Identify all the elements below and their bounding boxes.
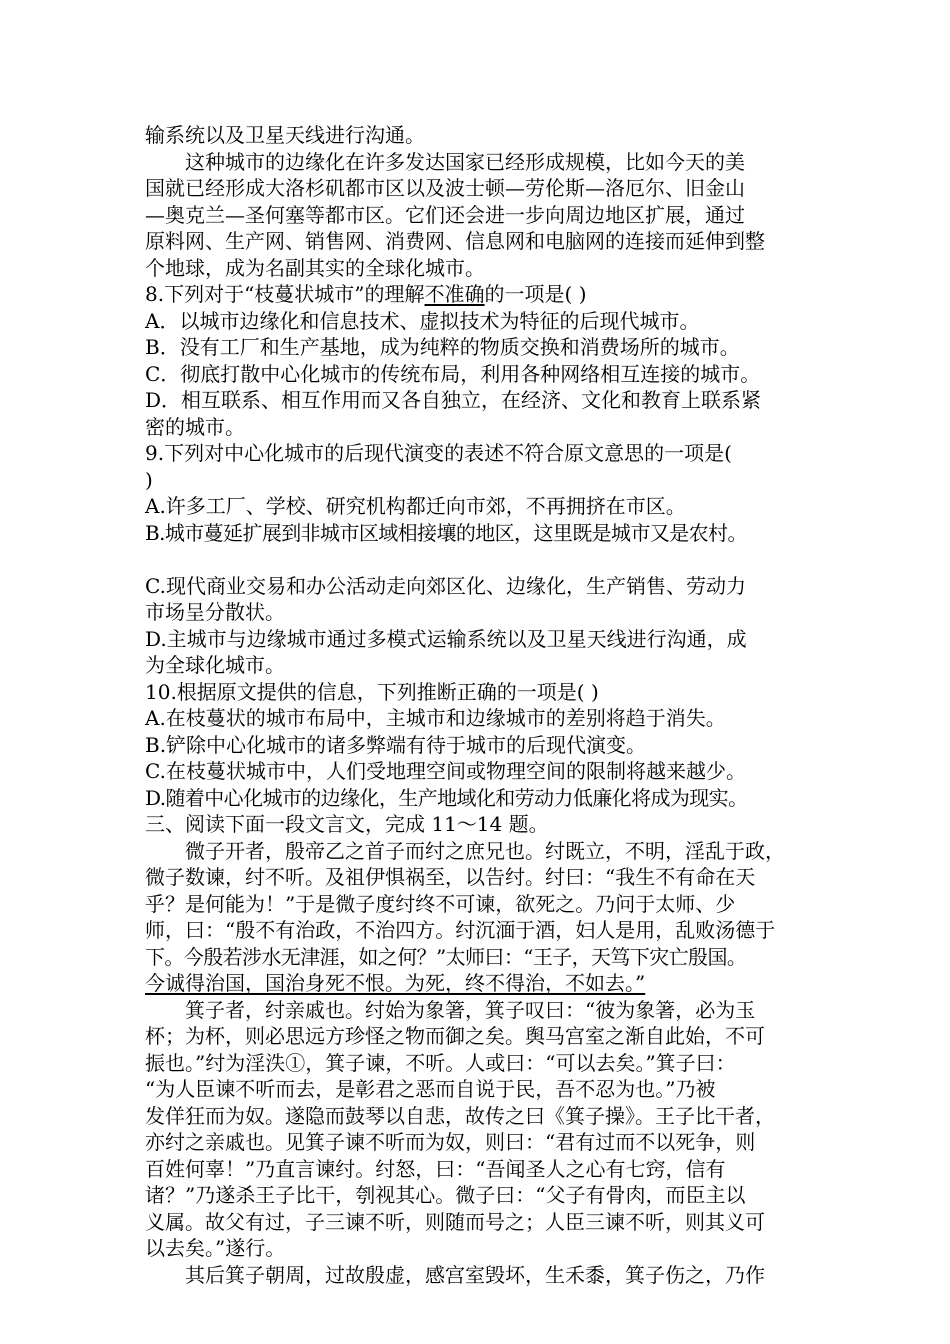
classical-text-line: 乎？是何能为！”于是微子度纣终不可谏，欲死之。乃问于太师、少 [145,891,736,916]
document-body [145,122,815,1288]
classical-text-line: 亦纣之亲戚也。见箕子谏不听而为奴，则曰：“君有过而不以死争，则 [145,1130,756,1154]
classical-text-line: 义属。故父有过，子三谏不听，则随而号之；人臣三谏不听，则其义可 [145,1209,765,1234]
question-10-option-d: D.随着中心化城市的边缘化，生产地域化和劳动力低廉化将成为现实。 [145,785,748,810]
question-9: 9.下列对中心化城市的后现代演变的表述不符合原文意思的一项是( [145,441,732,465]
question-10: 10.根据原文提供的信息，下列推断正确的一项是( ) [145,679,599,704]
question-8-option-a: A．以城市边缘化和信息技术、虚拟技术为特征的后现代城市。 [145,308,700,333]
classical-text-line: 发佯狂而为奴。遂隐而鼓琴以自悲，故传之曰《箕子操》。王子比干者， [145,1103,775,1128]
question-9-option-b: B.城市蔓延扩展到非城市区域相接壤的地区，这里既是城市又是农村。 [145,520,747,545]
paragraph-line: 这种城市的边缘化在许多发达国家已经形成规模，比如今天的美 [185,149,745,174]
question-8-option-d-cont: 密的城市。 [145,414,245,439]
classical-text-line: 以去矣。”遂行。 [145,1236,286,1260]
question-8-option-d: D．相互联系、相互作用而又各自独立，在经济、文化和教育上联系紧 [145,388,762,412]
classical-text-line: 百姓何辜！”乃直言谏纣。纣怒，曰：“吾闻圣人之心有七窍，信有 [145,1156,726,1181]
question-10-option-b: B.铲除中心化城市的诸多弊端有待于城市的后现代演变。 [145,732,647,757]
classical-text-line: “为人臣谏不听而去，是彰君之恶而自说于民，吾不忍为也。”乃被 [145,1077,716,1101]
classical-text-line: 振也。”纣为淫泆①，箕子谏，不听。人或曰：“可以去矣。”箕子曰： [145,1050,736,1075]
text-line: 输系统以及卫星天线进行沟通。 [145,123,425,147]
classical-text-line: 微子数谏，纣不听。及祖伊惧祸至，以告纣。纣曰：“我生不有命在天 [145,865,756,889]
classical-text-underlined [145,970,815,997]
question-8-option-b: B．没有工厂和生产基地，成为纯粹的物质交换和消费场所的城市。 [145,335,740,359]
paragraph-line: —奥克兰—圣何塞等都市区。它们还会进一步向周边地区扩展，通过 [145,202,745,227]
question-10-option-a: A.在枝蔓状的城市布局中，主城市和边缘城市的差别将趋于消失。 [145,706,726,730]
question-8-emphasis: 不准确 [424,282,485,306]
question-9-option-a: A.许多工厂、学校、研究机构都迁向市郊，不再拥挤在市区。 [145,494,686,518]
blank-line [145,546,815,573]
paragraph-line: 国就已经形成大洛杉矶都市区以及波士顿—劳伦斯—洛厄尔、旧金山 [145,176,745,200]
question-8-tail: 的一项是( ) [484,282,587,306]
classical-text-line: 杯；为杯，则必思远方珍怪之物而御之矣。舆马宫室之渐自此始，不可 [145,1024,765,1048]
classical-text-line: 微子开者，殷帝乙之首子而纣之庶兄也。纣既立，不明，淫乱于政， [185,838,785,863]
question-9-paren: ) [145,467,153,492]
classical-text-line: 诸？”乃遂杀王子比干，刳视其心。微子曰：“父子有骨肉，而臣主以 [145,1183,746,1207]
paragraph-line: 原料网、生产网、销售网、消费网、信息网和电脑网的连接而延伸到整 [145,229,765,253]
section-heading: 三、阅读下面一段文言文，完成 11～14 题。 [145,812,549,836]
classical-text-line: 其后箕子朝周，过故殷虚，感宫室毁坏，生禾黍，箕子伤之，乃作 [185,1262,765,1287]
question-8-option-c: C．彻底打散中心化城市的传统布局，利用各种网络相互连接的城市。 [145,361,761,386]
paragraph-line: 个地球，成为名副其实的全球化城市。 [145,255,485,280]
question-9-option-d-cont: 为全球化城市。 [145,653,285,677]
question-9-option-c: C.现代商业交易和办公活动走向郊区化、边缘化，生产销售、劳动力 [145,573,746,598]
question-9-option-c-cont: 市场呈分散状。 [145,600,285,624]
question-8 [145,281,815,308]
classical-text-line: 下。今殷若涉水无津涯，如之何？”太师曰：“王子，天笃下灾亡殷国。 [145,944,747,969]
underlined-sentence: 今诚得治国，国治身死不恨。为死，终不得治，不如去。” [145,971,646,995]
question-10-option-c: C.在枝蔓状城市中，人们受地理空间或物理空间的限制将越来越少。 [145,759,746,783]
question-8-stem: 8.下列对于“枝蔓状城市”的理解 [145,282,425,306]
classical-text-line: 师，曰：“殷不有治政，不治四方。纣沉湎于酒，妇人是用，乱败汤德于 [145,918,776,942]
classical-text-line: 箕子者，纣亲戚也。纣始为象箸，箕子叹曰：“彼为象箸，必为玉 [185,997,756,1022]
question-9-option-d: D.主城市与边缘城市通过多模式运输系统以及卫星天线进行沟通，成 [145,626,747,651]
